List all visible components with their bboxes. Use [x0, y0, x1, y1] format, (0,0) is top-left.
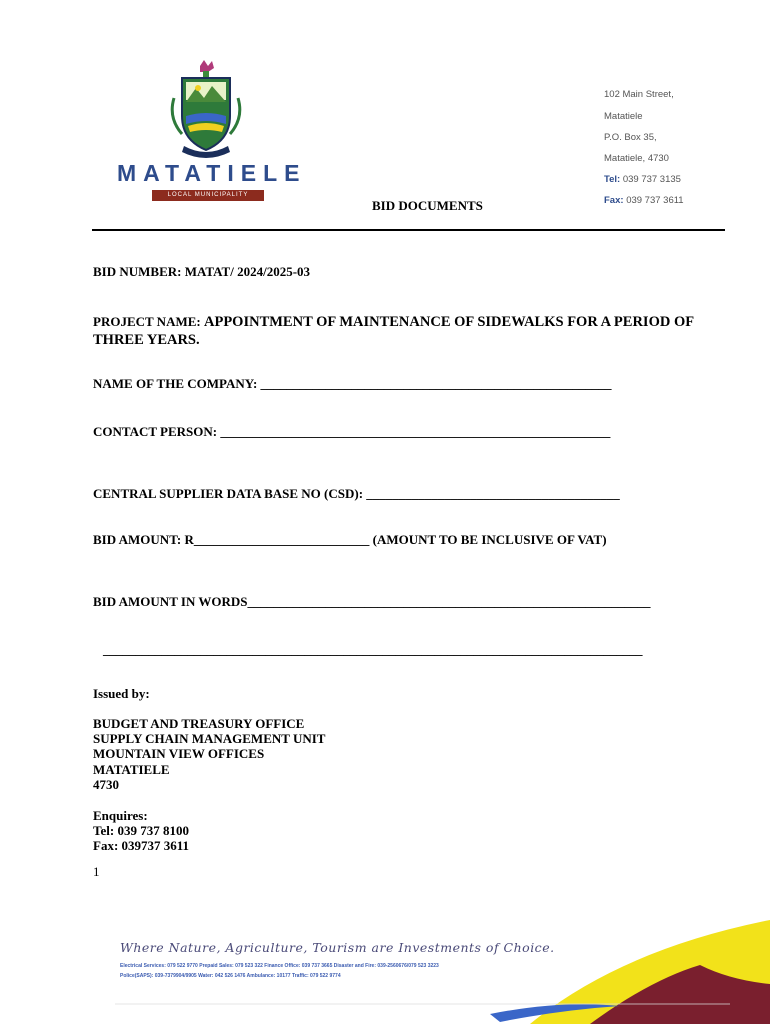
project-label: PROJECT NAME:	[93, 314, 204, 329]
contact-person-field[interactable]: CONTACT PERSON: ____________________________________________________________	[93, 424, 611, 439]
enquires-tel: Tel: 039 737 8100	[93, 823, 189, 838]
tel-label: Tel:	[604, 174, 621, 185]
bid-amount-field[interactable]: BID AMOUNT: R___________________________ (AMOUNT TO BE INCLUSIVE OF VAT)	[93, 532, 607, 547]
csd-number-field[interactable]: CENTRAL SUPPLIER DATA BASE NO (CSD): _______________________________________	[93, 486, 620, 501]
tel-value: 039 737 3135	[622, 174, 681, 185]
address-line: 102 Main Street,	[604, 89, 674, 100]
footer-contacts-line: Police(SAPS): 039-7379904/9905 Water: 042 526 1476 Ambulance: 10177 Traffic: 079 522 9774	[120, 973, 341, 979]
enquires-fax: Fax: 039737 3611	[93, 838, 190, 853]
enquires-label: Enquires:	[93, 808, 148, 823]
project-name-value: APPOINTMENT OF MAINTENANCE OF SIDEWALKS FOR A PERIOD OF THREE YEARS.	[93, 314, 694, 348]
header-fax	[604, 195, 684, 206]
project-name	[93, 313, 733, 349]
issuer-line: SUPPLY CHAIN MANAGEMENT UNIT	[93, 731, 326, 746]
municipality-name: MATATIELE	[117, 160, 307, 186]
bid-number: BID NUMBER: MATAT/ 2024/2025-03	[93, 264, 311, 279]
header-tel	[604, 174, 681, 185]
fax-label: Fax:	[604, 195, 624, 206]
bid-amount-words-field[interactable]: BID AMOUNT IN WORDS______________________________________________________________	[93, 594, 651, 609]
company-name-field[interactable]: NAME OF THE COMPANY: ______________________________________________________	[93, 376, 612, 391]
municipality-subtitle: LOCAL MUNICIPALITY	[152, 190, 264, 201]
page-number: 1	[93, 864, 100, 879]
issuer-line: MATATIELE	[93, 762, 170, 777]
address-line: Matatiele, 4730	[604, 153, 669, 164]
issuer-line: MOUNTAIN VIEW OFFICES	[93, 746, 265, 761]
crest-emblem-icon	[112, 58, 302, 163]
issuer-line: BUDGET AND TREASURY OFFICE	[93, 716, 305, 731]
header-divider	[92, 229, 725, 231]
issuer-line: 4730	[93, 777, 119, 792]
address-line: P.O. Box 35,	[604, 132, 657, 143]
footer-contacts-line: Electrical Services: 079 522 9770 Prepaid Sales: 079 523 322 Finance Office: 039 737 3665 Disaster and Fire: 039-2560676/079 523 3223	[120, 963, 439, 969]
footer-slogan: Where Nature, Agriculture, Tourism are Investments of Choice.	[120, 940, 555, 955]
issued-by-label: Issued by:	[93, 686, 150, 701]
document-title: BID DOCUMENTS	[372, 198, 483, 213]
bid-amount-words-continuation[interactable]: ___________________________________________________________________________________	[103, 642, 643, 657]
fax-value: 039 737 3611	[626, 195, 684, 206]
address-line: Matatiele	[604, 111, 643, 122]
